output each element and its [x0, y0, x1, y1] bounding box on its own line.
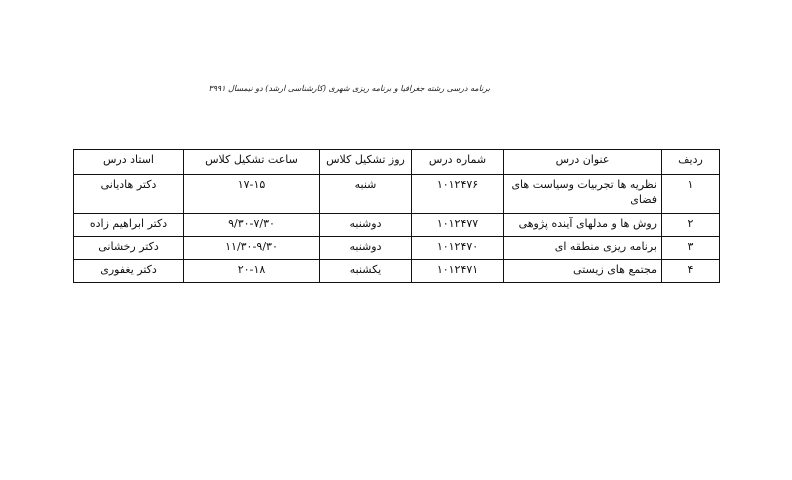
course-number: ۱۰۱۲۴۷۰: [412, 237, 504, 260]
page-title: برنامه درسی رشته جغرافیا و برنامه ریزی شهری (کارشناسی ارشد) دو نیمسال ۳۹۹۱: [208, 84, 490, 93]
row-number: ۳: [662, 237, 720, 260]
table-row: [74, 175, 720, 214]
course-title: روش ها و مدلهای آینده پژوهی: [504, 214, 662, 237]
course-title: مجتمع های زیستی: [504, 260, 662, 283]
instructor: دکتر یغفوری: [74, 260, 184, 283]
row-number: ۱: [662, 175, 720, 214]
course-number: ۱۰۱۲۴۷۶: [412, 175, 504, 214]
row-number: ۲: [662, 214, 720, 237]
table-header-row: [74, 150, 720, 175]
header-row-number: ردیف: [662, 150, 720, 175]
class-day: دوشنبه: [320, 237, 412, 260]
table-row: [74, 237, 720, 260]
course-number: ۱۰۱۲۴۷۷: [412, 214, 504, 237]
course-title: نظریه ها تجربیات وسیاست های فضای: [504, 175, 662, 214]
header-instructor: استاد درس: [74, 150, 184, 175]
instructor: دکتر ابراهیم زاده: [74, 214, 184, 237]
class-time: ۲۰-۱۸: [184, 260, 320, 283]
header-class-day: روز تشکیل کلاس: [320, 150, 412, 175]
class-time: ۹/۳۰-۷/۳۰: [184, 214, 320, 237]
header-class-time: ساعت تشکیل کلاس: [184, 150, 320, 175]
header-course-number: شماره درس: [412, 150, 504, 175]
class-day: شنبه: [320, 175, 412, 214]
class-day: دوشنبه: [320, 214, 412, 237]
class-day: یکشنبه: [320, 260, 412, 283]
header-course-title: عنوان درس: [504, 150, 662, 175]
table-row: [74, 214, 720, 237]
course-schedule-table: [73, 149, 720, 283]
course-number: ۱۰۱۲۴۷۱: [412, 260, 504, 283]
instructor: دکتر هادیانی: [74, 175, 184, 214]
class-time: ۱۱/۳۰-۹/۳۰: [184, 237, 320, 260]
instructor: دکتر رخشانی: [74, 237, 184, 260]
course-title: برنامه ریزی منطقه ای: [504, 237, 662, 260]
row-number: ۴: [662, 260, 720, 283]
class-time: ۱۷-۱۵: [184, 175, 320, 214]
table-row: [74, 260, 720, 283]
